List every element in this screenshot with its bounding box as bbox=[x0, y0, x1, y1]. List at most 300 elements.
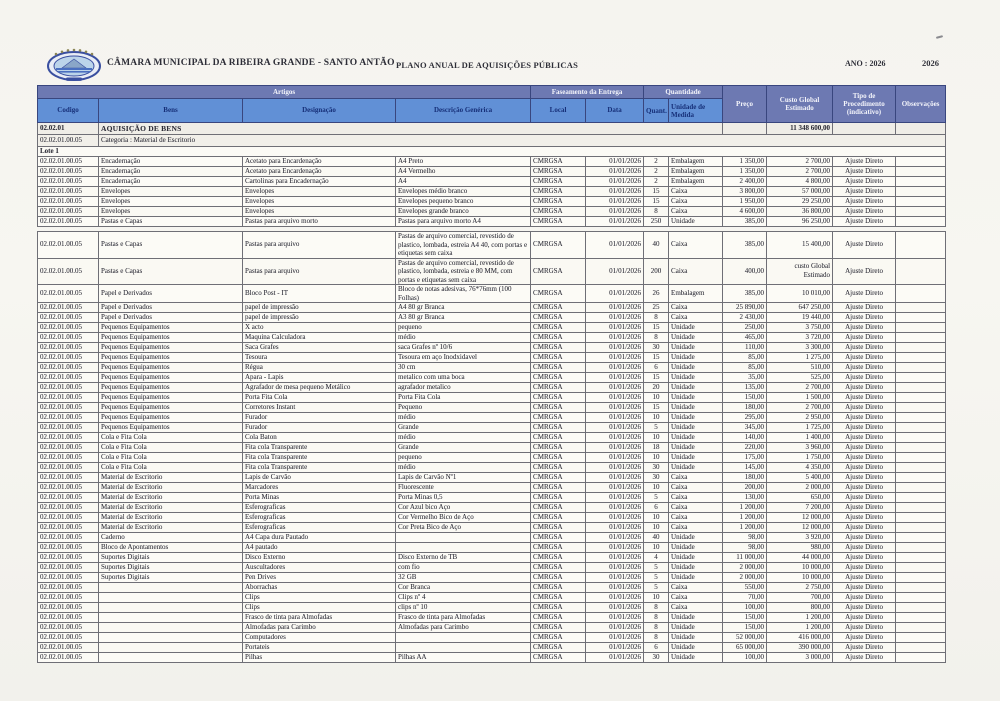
cell-unidade-medida: Unidade bbox=[669, 463, 723, 473]
cell-descricao-generica: metalico com uma boca bbox=[396, 373, 531, 383]
cell-bens bbox=[99, 623, 243, 633]
cell-bens: Cola e Fita Cola bbox=[99, 433, 243, 443]
cell-tipo-procedimento: Ajuste Direto bbox=[833, 633, 896, 643]
cell-designacao: Acetato para Encardenação bbox=[243, 157, 396, 167]
table-row bbox=[38, 217, 946, 227]
cell-codigo: 02.02.01.00.05 bbox=[38, 373, 99, 383]
cell-quant: 25 bbox=[644, 303, 669, 313]
cell-data: 01/01/2026 bbox=[586, 313, 644, 323]
cell-observacoes bbox=[896, 503, 946, 513]
cell-bens: Cola e Fita Cola bbox=[99, 453, 243, 463]
cell-tipo-procedimento: Ajuste Direto bbox=[833, 343, 896, 353]
cell-bens: Suportes Digitais bbox=[99, 573, 243, 583]
cell-quant: 8 bbox=[644, 613, 669, 623]
cell-local: CMRGSA bbox=[531, 583, 586, 593]
cell-local: CMRGSA bbox=[531, 453, 586, 463]
cell-unidade-medida: Unidade bbox=[669, 343, 723, 353]
cell-codigo: 02.02.01.00.05 bbox=[38, 503, 99, 513]
cell-tipo-procedimento: Ajuste Direto bbox=[833, 433, 896, 443]
cell-designacao: Esferograficas bbox=[243, 513, 396, 523]
cell-descricao-generica bbox=[396, 533, 531, 543]
cell-custo-global: 390 000,00 bbox=[767, 643, 833, 653]
cell-designacao: Furador bbox=[243, 413, 396, 423]
cell-unidade-medida: Unidade bbox=[669, 613, 723, 623]
year-note: 2026 bbox=[922, 58, 939, 68]
cell-bens: Pequenos Equipamentos bbox=[99, 323, 243, 333]
cell-unidade-medida: Unidade bbox=[669, 363, 723, 373]
cell-descricao-generica: Cor Azul bico Aço bbox=[396, 503, 531, 513]
cell-data: 01/01/2026 bbox=[586, 157, 644, 167]
column-header-preco: Preço bbox=[723, 86, 767, 123]
cell-unidade-medida: Unidade bbox=[669, 373, 723, 383]
cell-data: 01/01/2026 bbox=[586, 453, 644, 463]
table-row bbox=[38, 543, 946, 553]
cell-tipo-procedimento: Ajuste Direto bbox=[833, 217, 896, 227]
cell-preco: 250,00 bbox=[723, 323, 767, 333]
empty-cell bbox=[833, 123, 896, 135]
cell-local: CMRGSA bbox=[531, 513, 586, 523]
cell-unidade-medida: Unidade bbox=[669, 643, 723, 653]
column-header-tipo-procedimento: Tipo de Procedimento (indicativo) bbox=[833, 86, 896, 123]
cell-designacao: A4 pautado bbox=[243, 543, 396, 553]
cell-codigo: 02.02.01.00.05 bbox=[38, 463, 99, 473]
cell-observacoes bbox=[896, 157, 946, 167]
cell-tipo-procedimento: Ajuste Direto bbox=[833, 603, 896, 613]
cell-observacoes bbox=[896, 393, 946, 403]
categoria-code: 02.02.01.00.05 bbox=[38, 135, 99, 147]
table-row bbox=[38, 232, 946, 259]
cell-preco: 180,00 bbox=[723, 403, 767, 413]
cell-codigo: 02.02.01.00.05 bbox=[38, 453, 99, 463]
cell-observacoes bbox=[896, 403, 946, 413]
cell-preco: 100,00 bbox=[723, 653, 767, 663]
table-row bbox=[38, 453, 946, 463]
cell-local: CMRGSA bbox=[531, 653, 586, 663]
cell-unidade-medida: Caixa bbox=[669, 583, 723, 593]
cell-observacoes bbox=[896, 333, 946, 343]
cell-bens: Pequenos Equipamentos bbox=[99, 383, 243, 393]
cell-custo-global: 15 400,00 bbox=[767, 232, 833, 259]
cell-designacao: A4 Capa dura Pautado bbox=[243, 533, 396, 543]
cell-custo-global: 29 250,00 bbox=[767, 197, 833, 207]
cell-quant: 10 bbox=[644, 593, 669, 603]
cell-bens: Envelopes bbox=[99, 207, 243, 217]
cell-preco: 220,00 bbox=[723, 443, 767, 453]
cell-bens: Material de Escritorio bbox=[99, 473, 243, 483]
cell-descricao-generica: A3 80 gr Branca bbox=[396, 313, 531, 323]
cell-codigo: 02.02.01.00.05 bbox=[38, 232, 99, 259]
cell-codigo: 02.02.01.00.05 bbox=[38, 383, 99, 393]
cell-data: 01/01/2026 bbox=[586, 613, 644, 623]
cell-local: CMRGSA bbox=[531, 523, 586, 533]
table-row bbox=[38, 285, 946, 303]
cell-codigo: 02.02.01.00.05 bbox=[38, 473, 99, 483]
cell-tipo-procedimento: Ajuste Direto bbox=[833, 383, 896, 393]
table-row bbox=[38, 303, 946, 313]
cell-local: CMRGSA bbox=[531, 285, 586, 303]
table-row bbox=[38, 633, 946, 643]
cell-quant: 15 bbox=[644, 197, 669, 207]
cell-custo-global: 2 750,00 bbox=[767, 583, 833, 593]
cell-unidade-medida: Unidade bbox=[669, 553, 723, 563]
empty-cell bbox=[723, 123, 767, 135]
cell-custo-global: 1 275,00 bbox=[767, 353, 833, 363]
cell-observacoes bbox=[896, 177, 946, 187]
cell-custo-global: 10 010,00 bbox=[767, 285, 833, 303]
cell-tipo-procedimento: Ajuste Direto bbox=[833, 453, 896, 463]
cell-designacao: Agrafador de mesa pequeno Metálico bbox=[243, 383, 396, 393]
cell-descricao-generica: Porta Fita Cola bbox=[396, 393, 531, 403]
cell-unidade-medida: Caixa bbox=[669, 207, 723, 217]
cell-unidade-medida: Embalagem bbox=[669, 177, 723, 187]
categoria-label: Categoria : Material de Escritorio bbox=[99, 135, 946, 147]
cell-custo-global: 647 250,00 bbox=[767, 303, 833, 313]
cell-local: CMRGSA bbox=[531, 323, 586, 333]
categoria-row bbox=[38, 135, 946, 147]
cell-quant: 2 bbox=[644, 167, 669, 177]
cell-custo-global: 3 300,00 bbox=[767, 343, 833, 353]
cell-descricao-generica: Disco Externo de TB bbox=[396, 553, 531, 563]
cell-data: 01/01/2026 bbox=[586, 207, 644, 217]
cell-bens: Pequenos Equipamentos bbox=[99, 413, 243, 423]
cell-data: 01/01/2026 bbox=[586, 583, 644, 593]
cell-quant: 10 bbox=[644, 543, 669, 553]
cell-tipo-procedimento: Ajuste Direto bbox=[833, 403, 896, 413]
cell-custo-global: 4 350,00 bbox=[767, 463, 833, 473]
cell-unidade-medida: Unidade bbox=[669, 423, 723, 433]
cell-descricao-generica: Tesoura em aço Inodxidavel bbox=[396, 353, 531, 363]
cell-codigo: 02.02.01.00.05 bbox=[38, 593, 99, 603]
cell-descricao-generica: Cor Vermelho Bico de Aço bbox=[396, 513, 531, 523]
cell-quant: 10 bbox=[644, 413, 669, 423]
cell-tipo-procedimento: Ajuste Direto bbox=[833, 423, 896, 433]
cell-codigo: 02.02.01.00.05 bbox=[38, 423, 99, 433]
cell-observacoes bbox=[896, 217, 946, 227]
cell-codigo: 02.02.01.00.05 bbox=[38, 513, 99, 523]
cell-codigo: 02.02.01.00.05 bbox=[38, 433, 99, 443]
table-row bbox=[38, 593, 946, 603]
cell-descricao-generica: Pastas para arquivo morto A4 bbox=[396, 217, 531, 227]
organization-name: CÂMARA MUNICIPAL DA RIBEIRA GRANDE - SANTO ANTÃO bbox=[107, 58, 395, 68]
cell-descricao-generica: A4 80 gr Branca bbox=[396, 303, 531, 313]
section-code: 02.02.01 bbox=[38, 123, 99, 135]
cell-codigo: 02.02.01.00.05 bbox=[38, 543, 99, 553]
cell-codigo: 02.02.01.00.05 bbox=[38, 343, 99, 353]
cell-unidade-medida: Unidade bbox=[669, 533, 723, 543]
cell-preco: 385,00 bbox=[723, 285, 767, 303]
cell-designacao: Aborrachas bbox=[243, 583, 396, 593]
table-row bbox=[38, 313, 946, 323]
cell-data: 01/01/2026 bbox=[586, 403, 644, 413]
cell-codigo: 02.02.01.00.05 bbox=[38, 573, 99, 583]
cell-unidade-medida: Unidade bbox=[669, 653, 723, 663]
cell-quant: 40 bbox=[644, 232, 669, 259]
cell-local: CMRGSA bbox=[531, 333, 586, 343]
cell-codigo: 02.02.01.00.05 bbox=[38, 533, 99, 543]
cell-tipo-procedimento: Ajuste Direto bbox=[833, 553, 896, 563]
cell-codigo: 02.02.01.00.05 bbox=[38, 493, 99, 503]
cell-tipo-procedimento: Ajuste Direto bbox=[833, 157, 896, 167]
cell-designacao: Saca Grafes bbox=[243, 343, 396, 353]
cell-data: 01/01/2026 bbox=[586, 363, 644, 373]
cell-quant: 8 bbox=[644, 313, 669, 323]
cell-data: 01/01/2026 bbox=[586, 503, 644, 513]
cell-bens: Papel e Derivados bbox=[99, 303, 243, 313]
cell-preco: 140,00 bbox=[723, 433, 767, 443]
cell-local: CMRGSA bbox=[531, 303, 586, 313]
cell-unidade-medida: Caixa bbox=[669, 473, 723, 483]
table-row bbox=[38, 523, 946, 533]
cell-designacao: Almofadas para Carimbo bbox=[243, 623, 396, 633]
cell-unidade-medida: Unidade bbox=[669, 633, 723, 643]
cell-tipo-procedimento: Ajuste Direto bbox=[833, 593, 896, 603]
cell-designacao: Cola Baton bbox=[243, 433, 396, 443]
cell-unidade-medida: Embalagem bbox=[669, 285, 723, 303]
cell-tipo-procedimento: Ajuste Direto bbox=[833, 258, 896, 285]
cell-descricao-generica: médio bbox=[396, 433, 531, 443]
cell-quant: 5 bbox=[644, 563, 669, 573]
cell-data: 01/01/2026 bbox=[586, 343, 644, 353]
cell-codigo: 02.02.01.00.05 bbox=[38, 167, 99, 177]
cell-preco: 295,00 bbox=[723, 413, 767, 423]
cell-preco: 400,00 bbox=[723, 258, 767, 285]
cell-unidade-medida: Unidade bbox=[669, 563, 723, 573]
cell-data: 01/01/2026 bbox=[586, 413, 644, 423]
cell-codigo: 02.02.01.00.05 bbox=[38, 353, 99, 363]
cell-quant: 6 bbox=[644, 503, 669, 513]
table-row bbox=[38, 413, 946, 423]
cell-unidade-medida: Unidade bbox=[669, 333, 723, 343]
cell-bens: Pequenos Equipamentos bbox=[99, 403, 243, 413]
cell-unidade-medida: Unidade bbox=[669, 323, 723, 333]
cell-local: CMRGSA bbox=[531, 553, 586, 563]
cell-preco: 145,00 bbox=[723, 463, 767, 473]
table-row bbox=[38, 393, 946, 403]
cell-codigo: 02.02.01.00.05 bbox=[38, 523, 99, 533]
cell-tipo-procedimento: Ajuste Direto bbox=[833, 187, 896, 197]
cell-data: 01/01/2026 bbox=[586, 285, 644, 303]
cell-designacao: Bloco Post - IT bbox=[243, 285, 396, 303]
cell-data: 01/01/2026 bbox=[586, 232, 644, 259]
cell-local: CMRGSA bbox=[531, 313, 586, 323]
cell-observacoes bbox=[896, 232, 946, 259]
cell-unidade-medida: Caixa bbox=[669, 197, 723, 207]
table-row bbox=[38, 197, 946, 207]
cell-unidade-medida: Unidade bbox=[669, 413, 723, 423]
cell-descricao-generica: Grande bbox=[396, 443, 531, 453]
cell-descricao-generica bbox=[396, 643, 531, 653]
cell-data: 01/01/2026 bbox=[586, 423, 644, 433]
cell-observacoes bbox=[896, 353, 946, 363]
cell-observacoes bbox=[896, 643, 946, 653]
column-header-designacao: Designação bbox=[243, 99, 396, 123]
cell-descricao-generica: 30 cm bbox=[396, 363, 531, 373]
cell-descricao-generica: Fluorescente bbox=[396, 483, 531, 493]
cell-designacao: Porta Minas bbox=[243, 493, 396, 503]
cell-local: CMRGSA bbox=[531, 543, 586, 553]
cell-quant: 6 bbox=[644, 643, 669, 653]
cell-local: CMRGSA bbox=[531, 363, 586, 373]
cell-quant: 5 bbox=[644, 423, 669, 433]
cell-tipo-procedimento: Ajuste Direto bbox=[833, 303, 896, 313]
cell-descricao-generica: Porta Minas 0,5 bbox=[396, 493, 531, 503]
cell-unidade-medida: Unidade bbox=[669, 433, 723, 443]
cell-designacao: Envelopes bbox=[243, 207, 396, 217]
cell-observacoes bbox=[896, 433, 946, 443]
cell-local: CMRGSA bbox=[531, 633, 586, 643]
cell-quant: 30 bbox=[644, 463, 669, 473]
cell-preco: 150,00 bbox=[723, 393, 767, 403]
cell-preco: 1 950,00 bbox=[723, 197, 767, 207]
cell-preco: 2 000,00 bbox=[723, 563, 767, 573]
table-row bbox=[38, 258, 946, 285]
cell-observacoes bbox=[896, 323, 946, 333]
cell-bens: Papel e Derivados bbox=[99, 313, 243, 323]
column-header-descricao: Descrição Genérica bbox=[396, 99, 531, 123]
cell-bens: Caderno bbox=[99, 533, 243, 543]
table-row bbox=[38, 503, 946, 513]
cell-bens: Bloco de Apontamentos bbox=[99, 543, 243, 553]
cell-unidade-medida: Unidade bbox=[669, 217, 723, 227]
cell-data: 01/01/2026 bbox=[586, 373, 644, 383]
cell-descricao-generica: pequeno bbox=[396, 453, 531, 463]
cell-quant: 10 bbox=[644, 433, 669, 443]
cell-observacoes bbox=[896, 413, 946, 423]
cell-codigo: 02.02.01.00.05 bbox=[38, 563, 99, 573]
cell-designacao: Pen Drives bbox=[243, 573, 396, 583]
cell-custo-global: 980,00 bbox=[767, 543, 833, 553]
cell-descricao-generica: Pilhas AA bbox=[396, 653, 531, 663]
cell-observacoes bbox=[896, 483, 946, 493]
cell-quant: 8 bbox=[644, 333, 669, 343]
cell-data: 01/01/2026 bbox=[586, 167, 644, 177]
cell-unidade-medida: Unidade bbox=[669, 453, 723, 463]
cell-codigo: 02.02.01.00.05 bbox=[38, 363, 99, 373]
cell-bens: Pequenos Equipamentos bbox=[99, 393, 243, 403]
cell-bens: Envelopes bbox=[99, 187, 243, 197]
cell-observacoes bbox=[896, 187, 946, 197]
cell-observacoes bbox=[896, 593, 946, 603]
cell-designacao: Lapis de Carvão bbox=[243, 473, 396, 483]
cell-descricao-generica: saca Grafes nº 10/6 bbox=[396, 343, 531, 353]
cell-quant: 2 bbox=[644, 157, 669, 167]
cell-bens: Pastas e Capas bbox=[99, 232, 243, 259]
cell-tipo-procedimento: Ajuste Direto bbox=[833, 167, 896, 177]
cell-bens bbox=[99, 633, 243, 643]
cell-quant: 18 bbox=[644, 443, 669, 453]
municipal-crest-logo bbox=[46, 48, 102, 82]
group-header-row bbox=[38, 86, 946, 99]
cell-observacoes bbox=[896, 453, 946, 463]
cell-bens: Pequenos Equipamentos bbox=[99, 333, 243, 343]
cell-custo-global: 2 700,00 bbox=[767, 167, 833, 177]
cell-descricao-generica: Frasco de tinta para Almofadas bbox=[396, 613, 531, 623]
cell-designacao: X acto bbox=[243, 323, 396, 333]
cell-local: CMRGSA bbox=[531, 413, 586, 423]
cell-custo-global: 650,00 bbox=[767, 493, 833, 503]
cell-custo-global: 1 750,00 bbox=[767, 453, 833, 463]
cell-custo-global: 800,00 bbox=[767, 603, 833, 613]
cell-tipo-procedimento: Ajuste Direto bbox=[833, 373, 896, 383]
cell-descricao-generica: Envelopes pequeno branco bbox=[396, 197, 531, 207]
cell-local: CMRGSA bbox=[531, 563, 586, 573]
lote-row bbox=[38, 147, 946, 157]
cell-designacao: Maquina Calculadora bbox=[243, 333, 396, 343]
column-header-bens: Bens bbox=[99, 99, 243, 123]
cell-local: CMRGSA bbox=[531, 423, 586, 433]
table-row bbox=[38, 403, 946, 413]
table-row bbox=[38, 157, 946, 167]
document-title: PLANO ANUAL DE AQUISIÇÕES PÚBLICAS bbox=[396, 60, 579, 70]
cell-descricao-generica: com fio bbox=[396, 563, 531, 573]
column-header-data: Data bbox=[586, 99, 644, 123]
cell-data: 01/01/2026 bbox=[586, 463, 644, 473]
cell-unidade-medida: Caixa bbox=[669, 303, 723, 313]
cell-custo-global: 19 440,00 bbox=[767, 313, 833, 323]
cell-observacoes bbox=[896, 373, 946, 383]
cell-unidade-medida: Caixa bbox=[669, 483, 723, 493]
cell-custo-global: 2 700,00 bbox=[767, 383, 833, 393]
table-row bbox=[38, 493, 946, 503]
cell-local: CMRGSA bbox=[531, 207, 586, 217]
cell-codigo: 02.02.01.00.05 bbox=[38, 393, 99, 403]
cell-designacao: Fita cola Transparente bbox=[243, 443, 396, 453]
cell-codigo: 02.02.01.00.05 bbox=[38, 443, 99, 453]
cell-observacoes bbox=[896, 523, 946, 533]
cell-data: 01/01/2026 bbox=[586, 623, 644, 633]
section-custo-global-total: 11 348 600,00 bbox=[767, 123, 833, 135]
cell-preco: 130,00 bbox=[723, 493, 767, 503]
cell-tipo-procedimento: Ajuste Direto bbox=[833, 543, 896, 553]
cell-codigo: 02.02.01.00.05 bbox=[38, 285, 99, 303]
column-header-quant: Quant. bbox=[644, 99, 669, 123]
cell-observacoes bbox=[896, 207, 946, 217]
cell-tipo-procedimento: Ajuste Direto bbox=[833, 443, 896, 453]
cell-local: CMRGSA bbox=[531, 258, 586, 285]
cell-bens: Papel e Derivados bbox=[99, 285, 243, 303]
cell-bens: Suportes Digitais bbox=[99, 553, 243, 563]
cell-local: CMRGSA bbox=[531, 167, 586, 177]
cell-custo-global: 3 750,00 bbox=[767, 323, 833, 333]
cell-designacao: Auscultadores bbox=[243, 563, 396, 573]
cell-bens bbox=[99, 653, 243, 663]
table-row bbox=[38, 383, 946, 393]
cell-preco: 135,00 bbox=[723, 383, 767, 393]
cell-data: 01/01/2026 bbox=[586, 333, 644, 343]
cell-unidade-medida: Unidade bbox=[669, 403, 723, 413]
cell-preco: 2 430,00 bbox=[723, 313, 767, 323]
cell-bens: Pequenos Equipamentos bbox=[99, 423, 243, 433]
cell-quant: 8 bbox=[644, 207, 669, 217]
procurement-plan-table bbox=[37, 85, 946, 663]
cell-local: CMRGSA bbox=[531, 393, 586, 403]
cell-custo-global: 4 800,00 bbox=[767, 177, 833, 187]
cell-quant: 40 bbox=[644, 533, 669, 543]
cell-tipo-procedimento: Ajuste Direto bbox=[833, 613, 896, 623]
cell-unidade-medida: Caixa bbox=[669, 493, 723, 503]
table-row bbox=[38, 573, 946, 583]
cell-bens bbox=[99, 603, 243, 613]
cell-unidade-medida: Caixa bbox=[669, 258, 723, 285]
cell-custo-global: 96 250,00 bbox=[767, 217, 833, 227]
cell-unidade-medida: Caixa bbox=[669, 187, 723, 197]
cell-bens: Pastas e Capas bbox=[99, 217, 243, 227]
cell-unidade-medida: Unidade bbox=[669, 353, 723, 363]
cell-data: 01/01/2026 bbox=[586, 523, 644, 533]
year-label: ANO : 2026 bbox=[845, 59, 886, 68]
cell-codigo: 02.02.01.00.05 bbox=[38, 483, 99, 493]
cell-quant: 200 bbox=[644, 258, 669, 285]
